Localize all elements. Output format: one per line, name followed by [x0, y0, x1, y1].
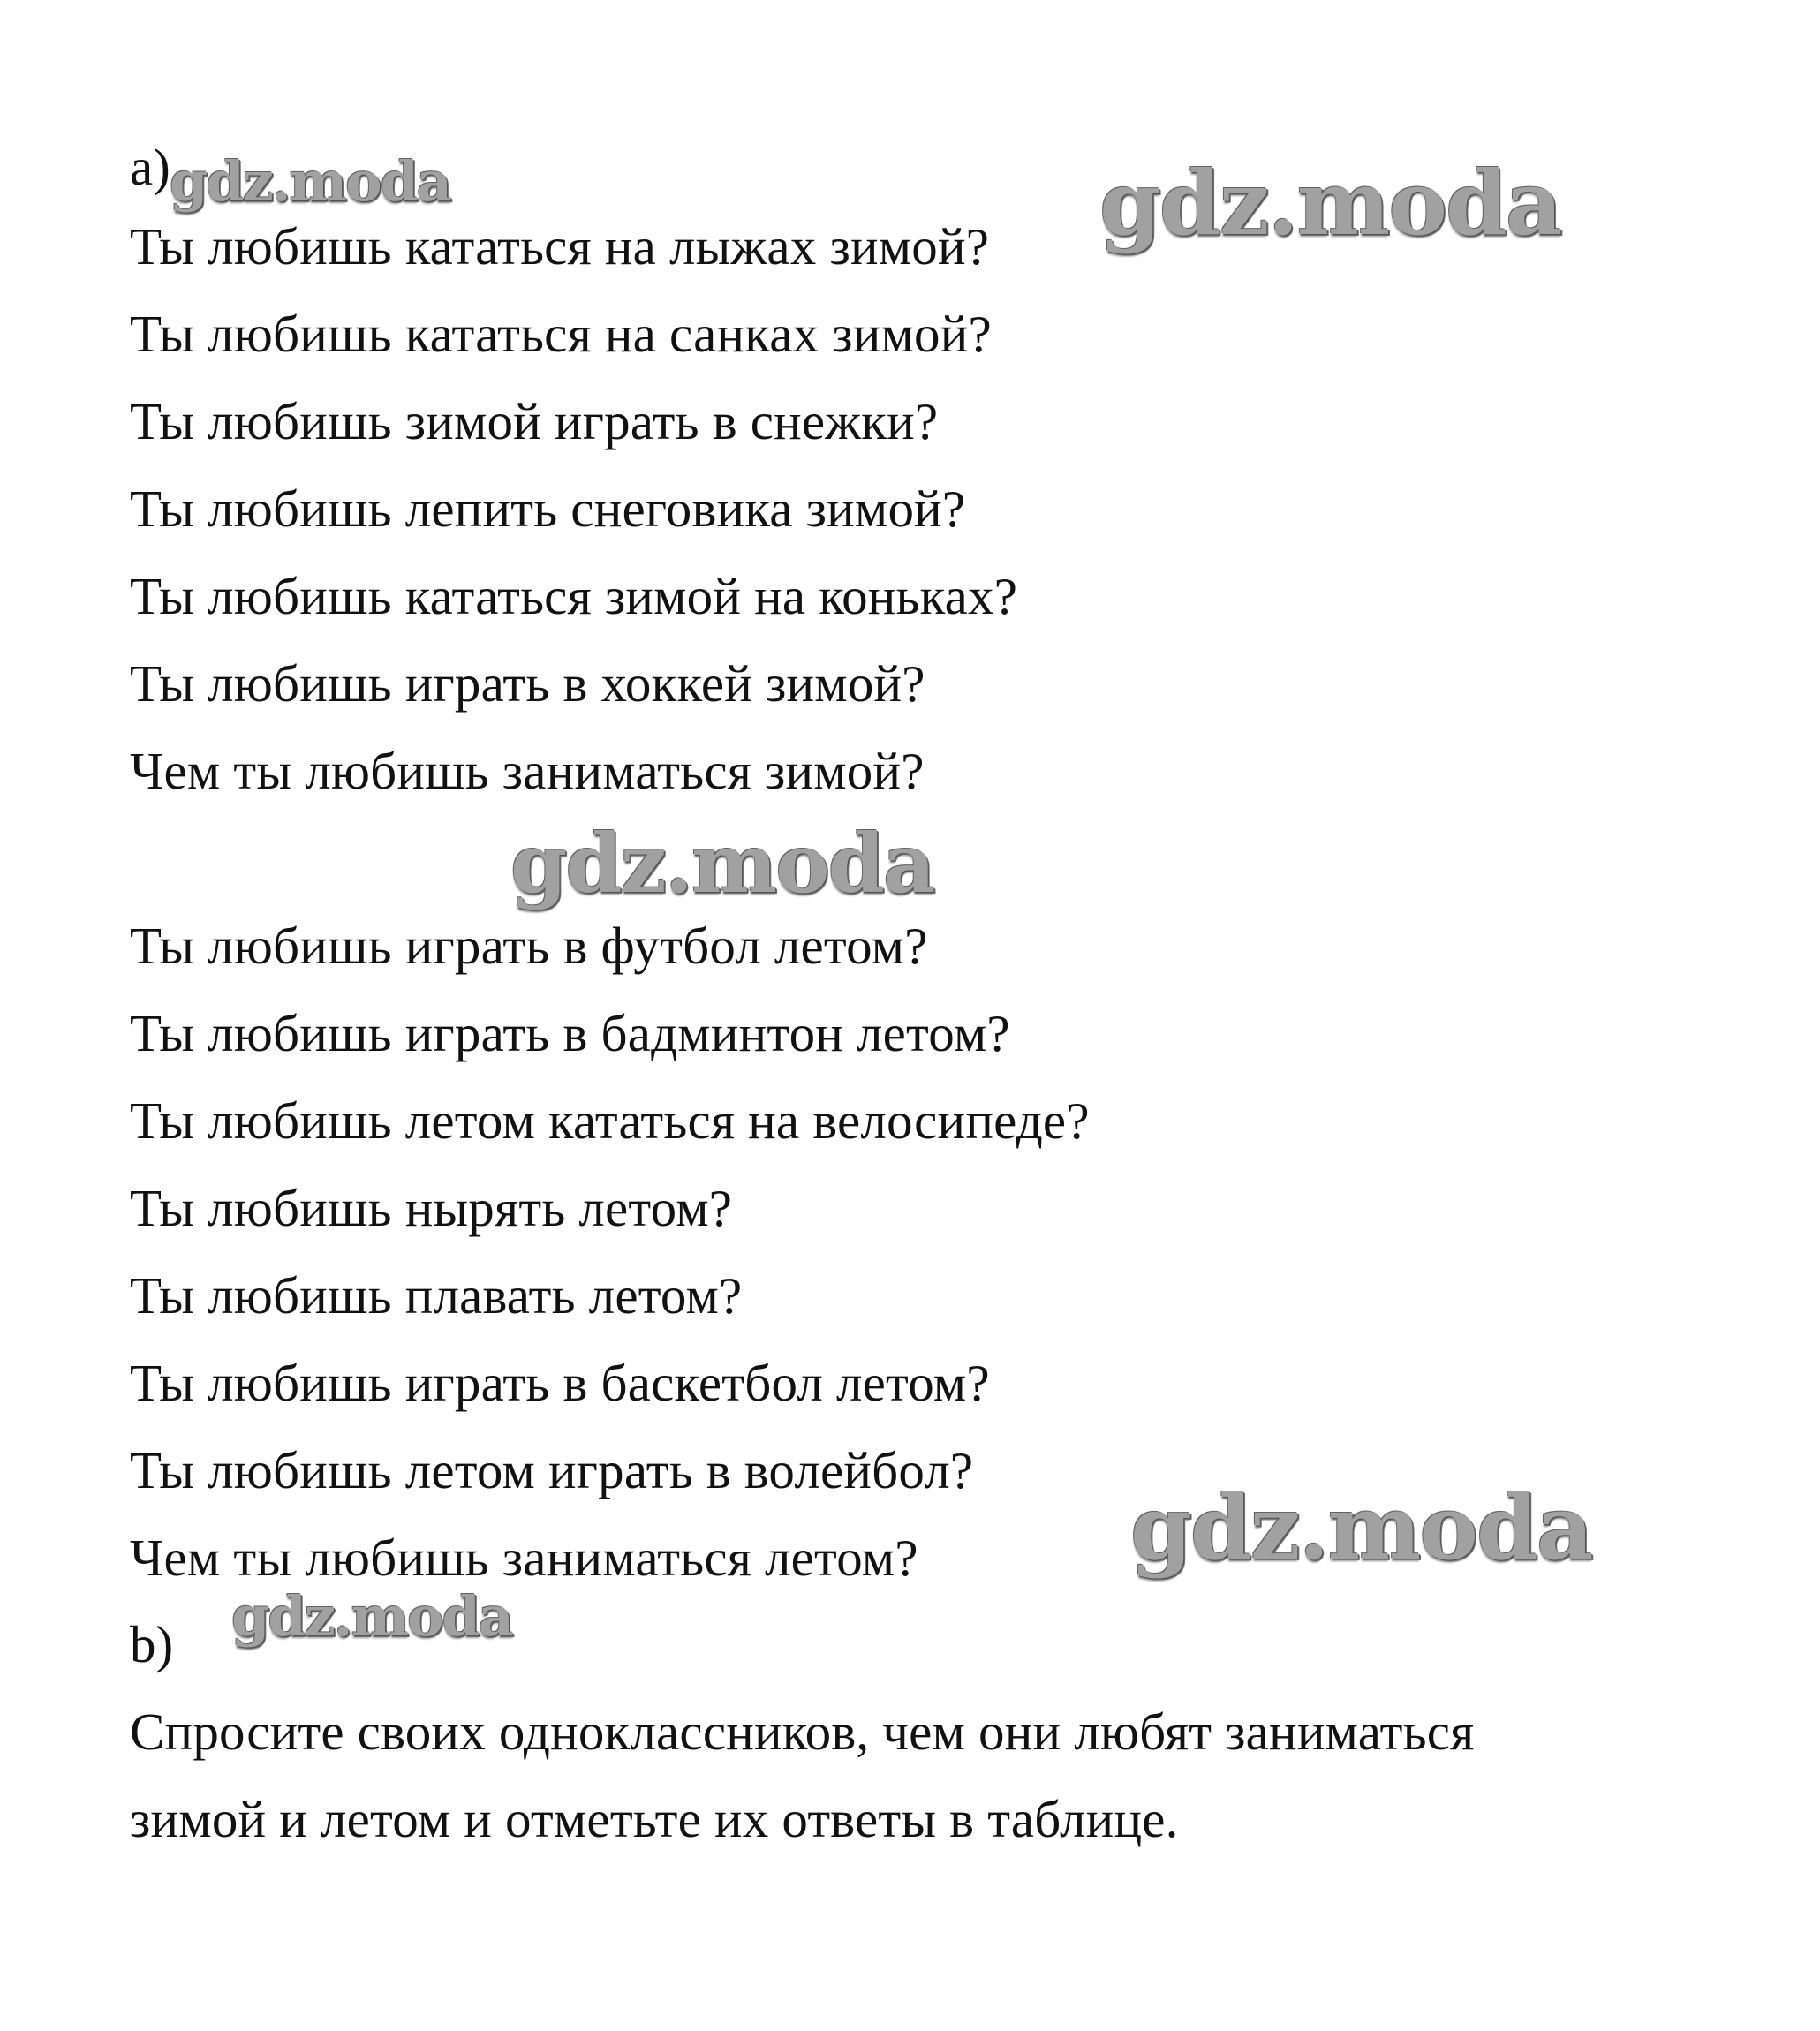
summer-question: Ты любишь играть в футбол летом? [130, 917, 928, 975]
summer-question: Ты любишь играть в баскетбол летом? [130, 1354, 990, 1412]
summer-question: Ты любишь нырять летом? [130, 1179, 733, 1237]
section-b-label: b) [130, 1615, 174, 1673]
winter-question: Ты любишь играть в хоккей зимой? [130, 654, 925, 713]
winter-question: Ты любишь кататься зимой на коньках? [130, 567, 1018, 625]
section-a-label: a) [130, 138, 170, 196]
watermark-logo: gdz.moda [1130, 1476, 1592, 1580]
winter-question: Ты любишь зимой играть в снежки? [130, 392, 939, 450]
watermark-logo: gdz.moda [170, 149, 450, 214]
winter-question: Ты любишь кататься на лыжах зимой? [130, 217, 990, 276]
section-b-instruction-line: зимой и летом и отметьте их ответы в таблице. [130, 1790, 1179, 1848]
winter-question: Ты любишь лепить снеговика зимой? [130, 479, 966, 538]
summer-question: Ты любишь плавать летом? [130, 1266, 743, 1325]
watermark-logo: gdz.moda [510, 816, 934, 911]
winter-question: Ты любишь кататься на санках зимой? [130, 305, 992, 363]
watermark-logo: gdz.moda [1099, 151, 1561, 255]
winter-question: Чем ты любишь заниматься зимой? [130, 742, 925, 800]
summer-question: Чем ты любишь заниматься летом? [130, 1529, 918, 1587]
watermark-logo: gdz.moda [231, 1584, 512, 1649]
summer-question: Ты любишь летом играть в волейбол? [130, 1441, 974, 1499]
summer-question: Ты любишь играть в бадминтон летом? [130, 1004, 1010, 1062]
section-b-instruction-line: Спросите своих одноклассников, чем они любят заниматься [130, 1703, 1475, 1761]
summer-question: Ты любишь летом кататься на велосипеде? [130, 1091, 1090, 1150]
